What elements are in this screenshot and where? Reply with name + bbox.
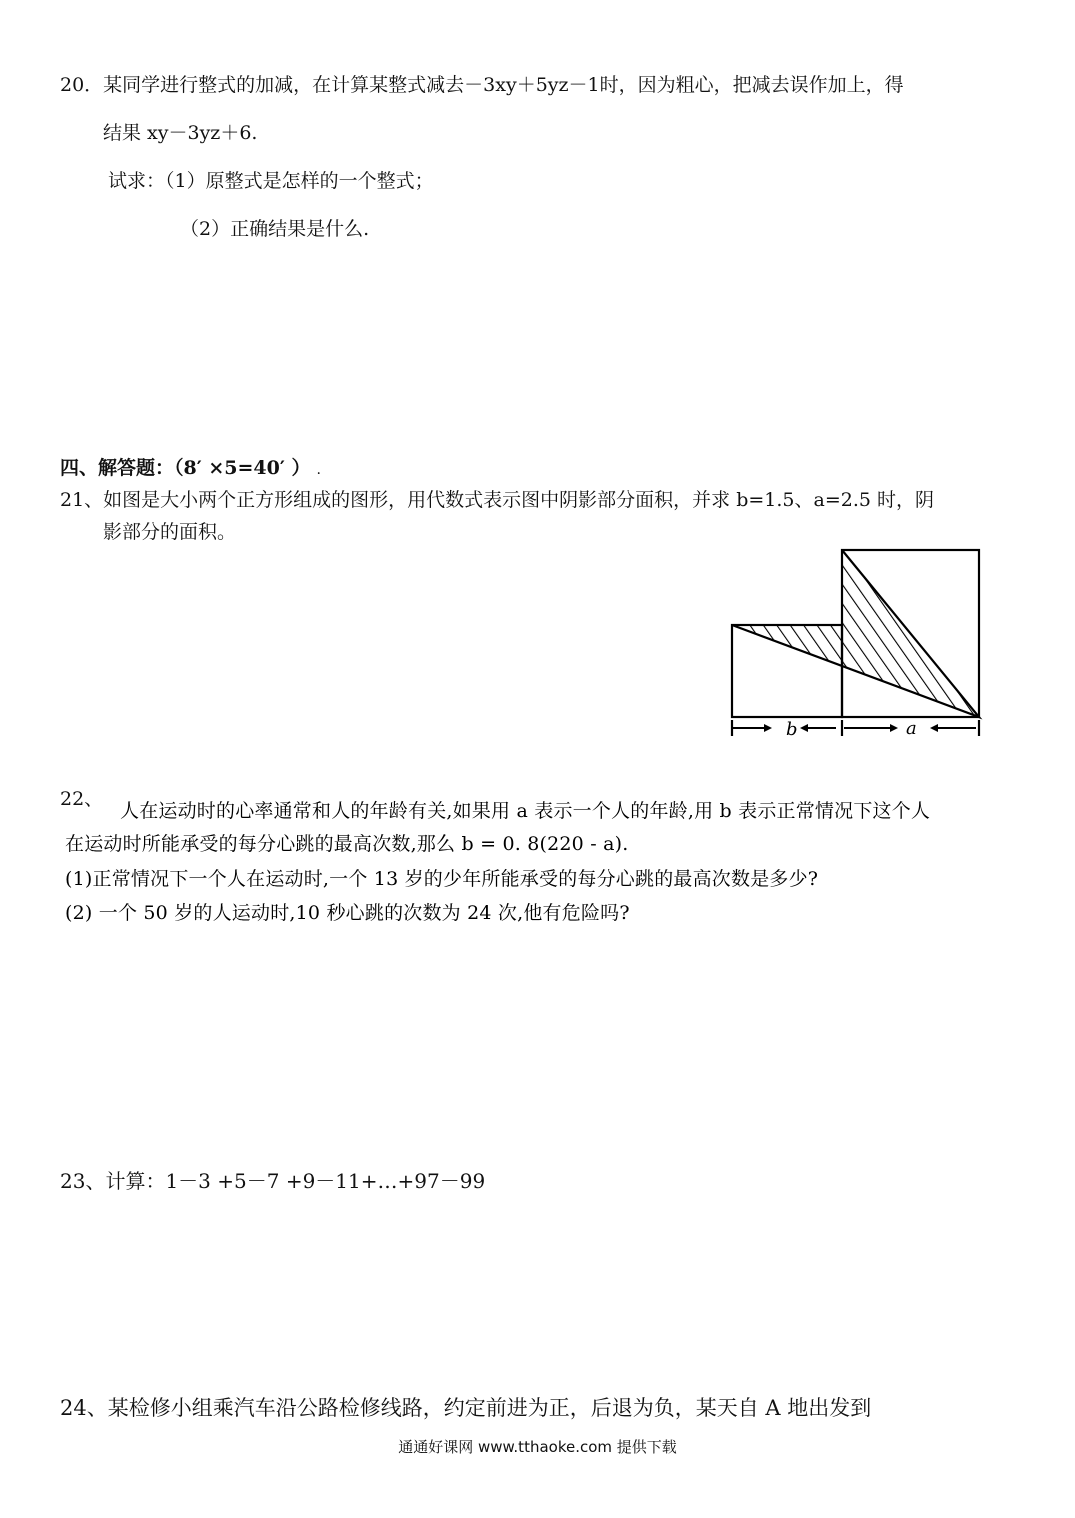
footer-credit: 通通好课网 www.tthaoke.com 提供下载 — [398, 1438, 677, 1456]
q20-line3: 试求：（1）原整式是怎样的一个整式； — [108, 170, 434, 192]
q21-line2: 影部分的面积。 — [103, 521, 237, 543]
q20-line4: （2）正确结果是什么. — [180, 218, 370, 240]
q20-line1: 20．某同学进行整式的加减，在计算某整式减去－3xy＋5yz－1时，因为粗心，把减去误作加上，得 — [60, 74, 904, 96]
section-heading-trail: . — [316, 462, 321, 478]
q22-line1: 人在运动时的心率通常和人的年龄有关,如果用 a 表示一个人的年龄,用 b 表示正常情况下这个人 — [120, 800, 931, 822]
q21-line1: 21、如图是大小两个正方形组成的图形，用代数式表示图中阴影部分面积，并求 b=1.5、a=2.5 时，阴 — [60, 489, 935, 511]
q24-line1: 24、某检修小组乘汽车沿公路检修线路，约定前进为正，后退为负，某天自 A 地出发到 — [60, 1396, 872, 1420]
q20-line2: 结果 xy－3yz＋6. — [103, 122, 258, 144]
dimension-a-label: a — [906, 718, 917, 739]
section-heading-text: 四、解答题：（8′ ×5=40′ ） — [60, 457, 311, 479]
q22-line4: (2) 一个 50 岁的人运动时,10 秒心跳的次数为 24 次,他有危险吗? — [65, 902, 630, 924]
shaded-region — [732, 550, 979, 717]
section-heading — [60, 455, 321, 483]
q22-number: 22、 — [60, 788, 104, 810]
q23-line1: 23、计算：1－3 +5－7 +9－11+…+97－99 — [60, 1169, 486, 1193]
q22-line3: (1)正常情况下一个人在运动时,一个 13 岁的少年所能承受的每分心跳的最高次数是多少? — [65, 868, 819, 890]
dimension-b-label: b — [786, 719, 798, 740]
squares-figure — [720, 545, 990, 740]
q22-line2: 在运动时所能承受的每分心跳的最高次数,那么 b = 0. 8(220 - a). — [65, 833, 629, 855]
